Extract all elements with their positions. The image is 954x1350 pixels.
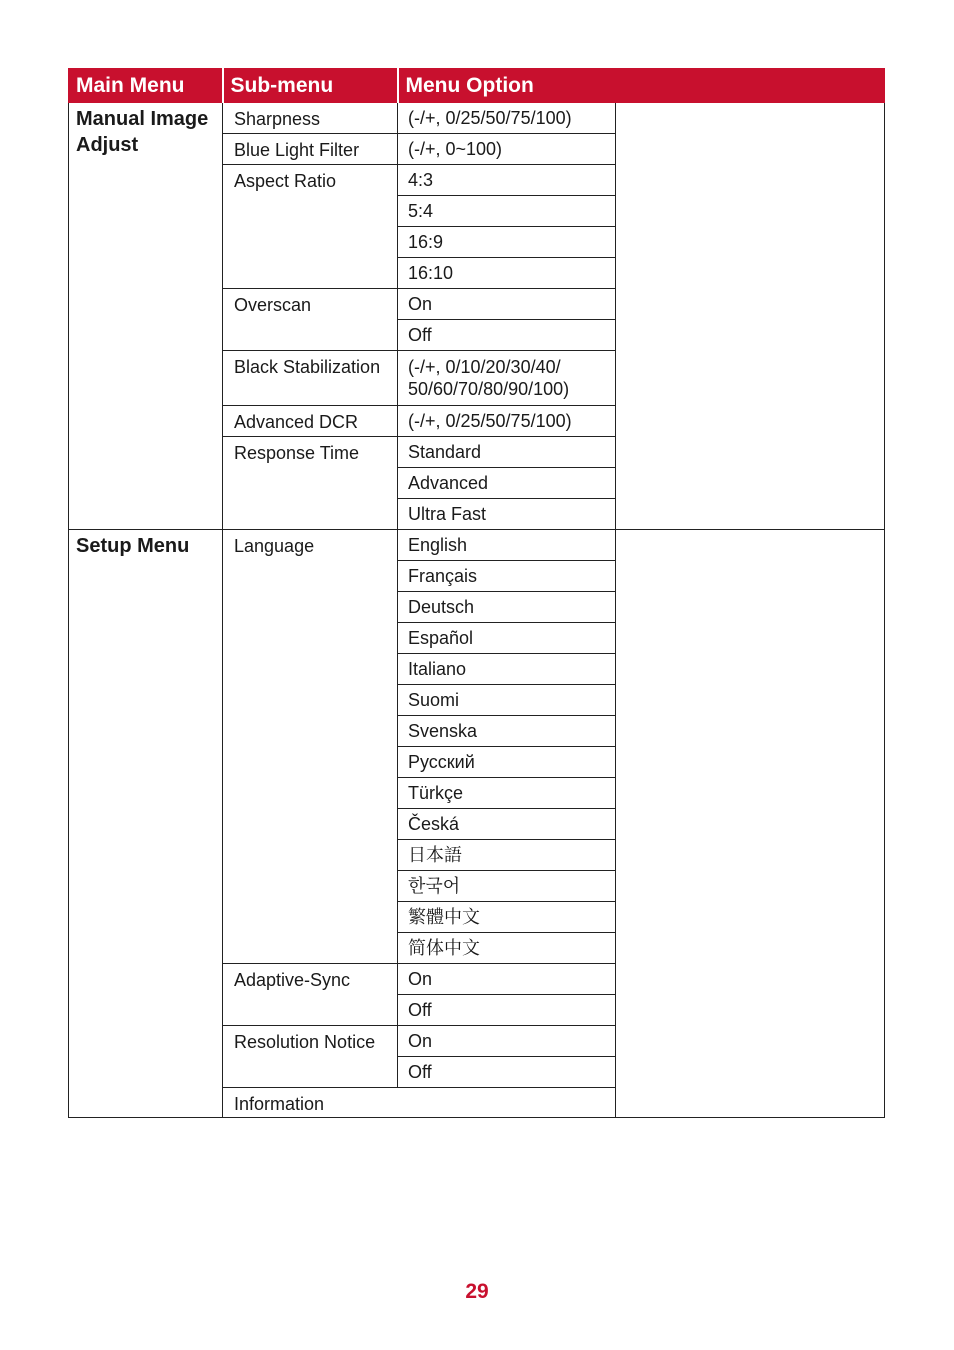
table-row (69, 103, 885, 134)
sub-menu-cell: Information (223, 1088, 616, 1118)
menu-option-cell: Italiano (398, 654, 616, 685)
menu-option-cell: 5:4 (398, 196, 616, 227)
sub-menu-cell: Overscan (223, 289, 398, 351)
sub-menu-cell: Blue Light Filter (223, 134, 398, 165)
blank-column-cell (616, 103, 885, 530)
menu-option-cell: On (398, 964, 616, 995)
menu-option-cell: 简体中文 (398, 933, 616, 964)
menu-option-cell: Español (398, 623, 616, 654)
sub-menu-cell: Advanced DCR (223, 406, 398, 437)
menu-table (68, 68, 885, 1118)
sub-menu-cell: Response Time (223, 437, 398, 530)
menu-option-cell: On (398, 289, 616, 320)
menu-option-cell: (-/+, 0/25/50/75/100) (398, 406, 616, 437)
menu-option-cell: 日本語 (398, 840, 616, 871)
sub-menu-cell: Aspect Ratio (223, 165, 398, 289)
menu-option-cell: 繁體中文 (398, 902, 616, 933)
sub-menu-cell: Adaptive-Sync (223, 964, 398, 1026)
page-number: 29 (465, 1280, 489, 1303)
menu-option-cell: (-/+, 0~100) (398, 134, 616, 165)
sub-menu-cell: Language (223, 530, 398, 964)
menu-option-cell: Deutsch (398, 592, 616, 623)
menu-option-cell: Off (398, 995, 616, 1026)
menu-option-cell: (-/+, 0/10/20/30/40/ 50/60/70/80/90/100) (398, 351, 616, 406)
table-header-row (69, 69, 885, 103)
sub-menu-cell: Sharpness (223, 103, 398, 134)
menu-option-cell: 16:10 (398, 258, 616, 289)
menu-option-cell: Česká (398, 809, 616, 840)
menu-option-cell: Standard (398, 437, 616, 468)
menu-option-cell: Türkçe (398, 778, 616, 809)
sub-menu-cell: Resolution Notice (223, 1026, 398, 1088)
main-menu-cell: Manual Image Adjust (69, 103, 223, 530)
header-main-menu: Main Menu (69, 69, 223, 103)
menu-option-cell: Off (398, 320, 616, 351)
menu-option-cell: Русский (398, 747, 616, 778)
menu-option-cell: 16:9 (398, 227, 616, 258)
menu-option-cell: 한국어 (398, 871, 616, 902)
menu-option-cell: English (398, 530, 616, 561)
menu-option-cell: Advanced (398, 468, 616, 499)
table-body (69, 103, 885, 1118)
menu-option-cell: Svenska (398, 716, 616, 747)
menu-option-cell: Français (398, 561, 616, 592)
header-sub-menu: Sub-menu (223, 69, 398, 103)
header-menu-option: Menu Option (398, 69, 885, 103)
menu-option-cell: (-/+, 0/25/50/75/100) (398, 103, 616, 134)
menu-option-cell: Suomi (398, 685, 616, 716)
menu-option-cell: Off (398, 1057, 616, 1088)
sub-menu-cell: Black Stabilization (223, 351, 398, 406)
main-menu-cell: Setup Menu (69, 530, 223, 1118)
blank-column-cell (616, 530, 885, 1118)
menu-option-cell: On (398, 1026, 616, 1057)
menu-option-cell: 4:3 (398, 165, 616, 196)
table-row (69, 530, 885, 561)
menu-option-cell: Ultra Fast (398, 499, 616, 530)
